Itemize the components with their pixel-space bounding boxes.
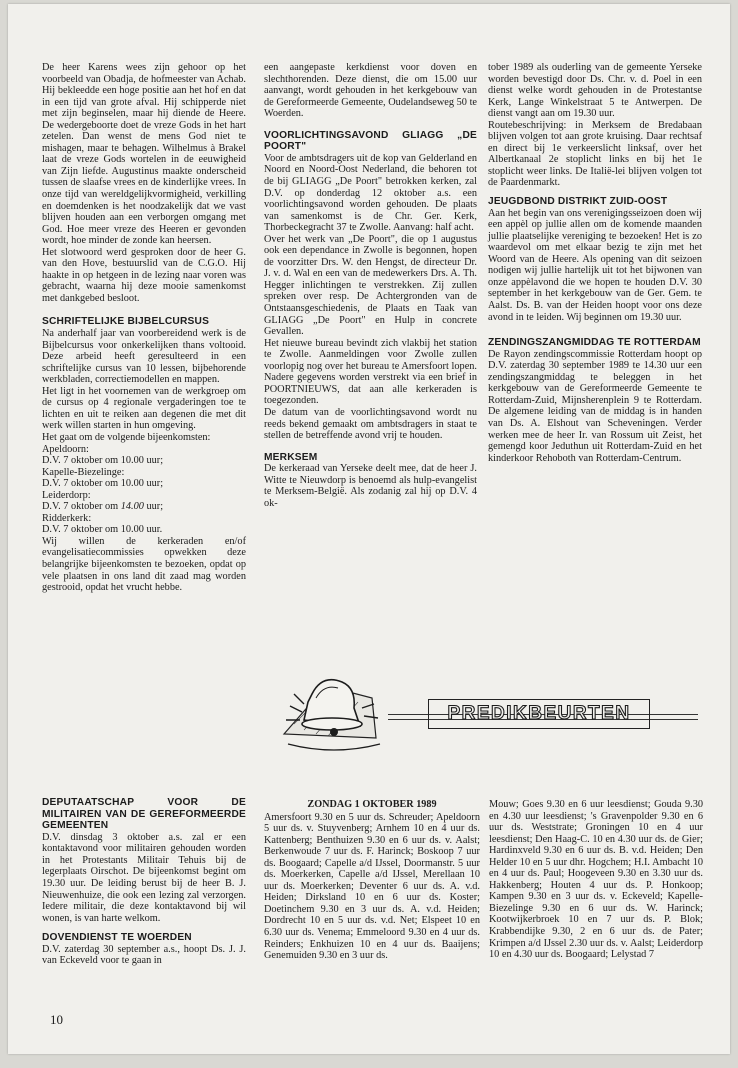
- paragraph: Na anderhalf jaar van voorbereidend werk is de Bijbelcursus voor onkerkelijken thans voltooid. Deze arbeid heeft geresulteerd in een schriftelijke cursus van 10 lessen, bijbehorende werkbladen, correctiemodellen en mappen.: [42, 328, 246, 386]
- magazine-page: [8, 4, 730, 1054]
- predikbeurten-column-1: [264, 799, 480, 962]
- section-heading-dovendienst: DOVENDIENST TE WOERDEN: [42, 932, 192, 944]
- paragraph: Het slotwoord werd gesproken door de heer G. van den Hove, bestuurslid van de C.G.O. Hij haakte in op hetgeen in de lezing naar voren was gebracht, waarna hij deze mooie samenkomst met dankgebed besloot.: [42, 246, 246, 304]
- paragraph: Het gaat om de volgende bijeenkomsten:: [42, 432, 211, 443]
- meeting-place: Kapelle-Biezelinge:: [42, 466, 125, 478]
- predikbeurten-date-heading: ZONDAG 1 OKTOBER 1989: [307, 799, 437, 810]
- section-heading-voorlichting: VOORLICHTINGSAVOND GLIAGG „DE POORT": [264, 129, 477, 153]
- section-heading-bijbelcursus: SCHRIFTELIJKE BIJBELCURSUS: [42, 316, 210, 328]
- meeting-place: Leiderdorp:: [42, 489, 91, 501]
- paragraph: De datum van de voorlichtingsavond wordt nu reeds bekend gemaakt om ambtsdragers in staat te stellen de betreffende avond vrij te houden.: [264, 406, 477, 442]
- meeting-place: Ridderkerk:: [42, 512, 92, 524]
- meeting-time: [42, 501, 246, 513]
- paragraph: Amersfoort 9.30 en 5 uur ds. Schreuder; Apeldoorn 5 uur ds. v. Stuyvenberg; Arnhem 10 en 4 uur ds. Kattenberg; Benthuizen 9.30 en 6 uur ds. v. Aalst; Berkenwoude 7 uur ds. F. Harinck; Boskoop 7 uur ds. Boogaard; Capelle a/d IJssel, Doormanstr. 5 uur ds. Moerkerken, Capelle a/d IJssel, Merellaan 10 uur ds. Moerkerken; Deventer 6 uur ds. A. v.d. Heiden; Dirksland 10 en 6 uur ds. Koster; Doetinchem 9.30 en 3 uur ds. A. v.d. Heiden; Dordrecht 10 en 5 uur ds. v.d. Net; Elspeet 10 en 6.30 uur ds. Venema; Emmeloord 9.30 en 4 uur ds. Reinders; Enkhuizen 10 en 4 uur ds. Baaijens; Genemuiden 9.30 en 3 uur ds.: [264, 811, 480, 962]
- predikbeurten-banner: [264, 664, 704, 764]
- paragraph: Routebeschrijving: in Merksem de Bredabaan blijven volgen tot aan grote kruising. Daar rechtsaf en direct bij 1e verkeerslicht linksaf, over het Albertkanaal 2e stoplicht links en bij het 1e stoplicht weer links. De Italië-lei blijven volgen tot de Paardenmarkt.: [488, 119, 702, 189]
- paragraph: Voor de ambtsdragers uit de kop van Gelderland en Noord en Noord-Oost Nederland, die behoren tot de bij GLIAGG „De Poort" betrokken kerken, zal D.V. op donderdag 12 oktober a.s. een voorlichtingsavond worden gehouden. De plaats van samenkomst is de Chr. Ger. Kerk, Thorbeckegracht 37 te Zwolle. Aanvang: half acht.: [264, 152, 477, 234]
- paragraph: een aangepaste kerkdienst voor doven en slechthorenden. Deze dienst, die om 15.00 uur aanvangt, wordt gehouden in het kerkgebouw van de Gereformeerde Gemeente, Oudelandseweg 50 te Woerden.: [264, 62, 477, 120]
- paragraph: Wij willen de kerkeraden en/of evangelisatiecommissies opwekken deze belangrijke bijeenkomsten te bezoeken, opdat op vele plaatsen in ons land dit zaad mag worden gestrooid, opdat het vrucht hebbe.: [42, 535, 246, 594]
- paragraph: Mouw; Goes 9.30 en 6 uur leesdienst; Gouda 9.30 en 4.30 uur leesdienst; 's Gravenpolder 9.30 en 6 uur ds. Weststrate; Groningen 10 en 4 uur leesdienst; Den Haag-C. 10 en 4.30 uur ds. de Gier; Hardinxveld 9.30 en 6 uur ds. B. v.d. Heiden; Den Helder 10 en 5 uur dhr. Hogchem; H.I. Ambacht 10 en 4 uur ds. Paul; Hoogeveen 9.30 en 3.30 uur ds. Hakkenberg; Houten 4 uur ds. P. Honkoop; Kampen 9.30 en 3 uur ds. v. Eckeveld; Kapelle-Biezelinge 9.30 en 6 uur ds. W. Harinck; Kootwijkerbroek 10 en 7 uur ds. P. Blok; Krabbendijke 9.30, 2 en 6 uur ds. de Pater; Krimpen a/d IJssel 2.30 uur ds. v. Aalst; Leiderdorp 10 en 4.30 uur ds. Boogaard; Lelystad 7: [489, 799, 703, 961]
- paragraph: Het ligt in het voornemen van de werkgroep om de cursus op 4 regionale vergaderingen toe te lichten en uit te reiken aan degenen die met dit werk willen starten in hun omgeving.: [42, 385, 246, 432]
- paragraph: D.V. dinsdag 3 oktober a.s. zal er een kontaktavond voor militairen gehouden worden in het Protestants Militair Tehuis bij de legerplaats Oirschot. De bijeenkomst begint om 19.30 uur. De leiding berust bij de heer B. J. Nieuwenhuize, die ook een lezing zal verzorgen. Iedere militair, die deze kontaktavond bij wil wonen, is van harte welkom.: [42, 831, 246, 924]
- column-2: [264, 62, 477, 509]
- section-heading-jeugdbond: JEUGDBOND DISTRIKT ZUID-OOST: [488, 196, 668, 208]
- paragraph: De Rayon zendingscommissie Rotterdam hoopt op D.V. zaterdag 30 september 1989 te 14.30 uur een zendingszangmiddag te beleggen in het kerkgebouw van de Gereformeerde Gemeente te Rotterdam-Zuid, Mijnsherenplein 9 te Rotterdam. De algemene leiding van de middag is in handen van Ds. A. Elshout van Scheveningen. Verder werken mee de heer Ir. van Rossum uit Zeist, het gemengd koor Jeduthun uit Rotterdam-Zuid en het kinderkoor Rehoboth van Rotterdam-Centrum.: [488, 348, 702, 464]
- meeting-time-italic: 14.00: [120, 501, 144, 513]
- meeting-time: D.V. 7 oktober om 10.00 uur.: [42, 524, 163, 536]
- paragraph: tober 1989 als ouderling van de gemeente Yerseke worden bevestigd door Ds. Chr. v. d. Poel in een dienst welke wordt gehouden in de Protestantse Kerk, Lange Winkelstraat 5 te Antwerpen. De dienst vangt aan om 19.30 uur.: [488, 62, 702, 120]
- meeting-time-prefix: D.V. 7 oktober om: [42, 501, 121, 513]
- paragraph: D.V. zaterdag 30 september a.s., hoopt Ds. J. J. van Eckeveld voor te gaan in: [42, 943, 246, 967]
- paragraph: De heer Karens wees zijn gehoor op het voorbeeld van Obadja, de hofmeester van Achab. Hij bekleedde een hoge positie aan het hof en dat in een tijd van grote afval. Hij schipperde niet met zijn beginselen, maar hij diende de Heere. De wedergeboorte doet de vreze Gods in het hart zetelen. Dan wenst de mens God niet te mishagen, maar te behagen. Wilhelmus à Brakel laat de vreze Gods wortelen in de eeuwigheid van Zijn liefde. Augustinus maakte onderscheid tussen de slaafse vrees en de kinderlijke vrees. In onze tijd van wereldgelijkvormigheid, verkilling en doemdenken is het noodzakelijk dat we vast blijven houden aan een verborgen omgang met God. Hoe meer vreze des Heeren er gevonden wordt, hoe minder de zonde kan heersen.: [42, 62, 246, 247]
- column-1: [42, 62, 246, 594]
- section-heading-merksem: MERKSEM: [264, 451, 318, 463]
- section-heading-zendingszangmiddag: ZENDINGSZANGMIDDAG TE ROTTERDAM: [488, 337, 701, 349]
- column-3: [488, 62, 702, 464]
- predikbeurten-title: PREDIKBEURTEN: [428, 699, 650, 729]
- paragraph: Aan het begin van ons verenigingsseizoen doen wij een appèl op jullie allen om de komende maanden jullie plaatselijke vereniging te bezoeken! Het is zo waardevol om met elkaar bezig te zijn met het Woord van de Heere. Als opening van dit seizoen nodigen wij jullie hartelijk uit tot het bijwonen van onze appèlavond die we hopen te houden D.V. 30 september in het kerkgebouw van de Ger. Gem. te Aalst. Ds. B. van der Heiden hoopt voor ons deze avond in te leiden. Wij beginnen om 19.30 uur.: [488, 207, 702, 323]
- paragraph: Over het werk van „De Poort", die op 1 augustus ook een dependance in Zwolle is begonnen, hopen de voorzitter Drs. W. den Hengst, de directeur Dr. J. v. d. Wal en een van de medewerkers Drs. A. Th. Hegger inlichtingen te verstrekken. Zij zullen spreken over resp. De Achtergronden van de Ontstaansgeschiedenis, de Plaats en Taak van GLIAGG „De Poort" en Hulp in concrete Gevallen.: [264, 233, 477, 338]
- page-number: 10: [50, 1012, 63, 1027]
- paragraph: Het nieuwe bureau bevindt zich vlakbij het station te Zwolle. Aanmeldingen voor Zwolle zullen voorlopig nog over het bureau te Amersfoort lopen. Nadere gegevens worden verstrekt via een brief in POORTNIEUWS, dat aan alle kerkeraden is toegezonden.: [264, 337, 477, 407]
- predikbeurten-column-2: [489, 799, 703, 961]
- bell-icon: [264, 664, 394, 764]
- section-heading-deputaatschap: DEPUTAATSCHAP VOOR DE MILITAIREN VAN DE GEREFORMEERDE GEMEENTEN: [42, 797, 246, 832]
- column-1-bottom: [42, 797, 246, 967]
- meeting-time-suffix: uur;: [143, 501, 164, 513]
- paragraph: De kerkeraad van Yerseke deelt mee, dat de heer J. Witte te Nieuwdorp is benoemd als hulp-evangelist te Merksem-België. Als zodanig zal hij op D.V. 4 ok-: [264, 463, 477, 509]
- meeting-time: D.V. 7 oktober om 10.00 uur;: [42, 455, 164, 467]
- meeting-place: Apeldoorn:: [42, 443, 89, 455]
- meeting-time: D.V. 7 oktober om 10.00 uur;: [42, 478, 164, 490]
